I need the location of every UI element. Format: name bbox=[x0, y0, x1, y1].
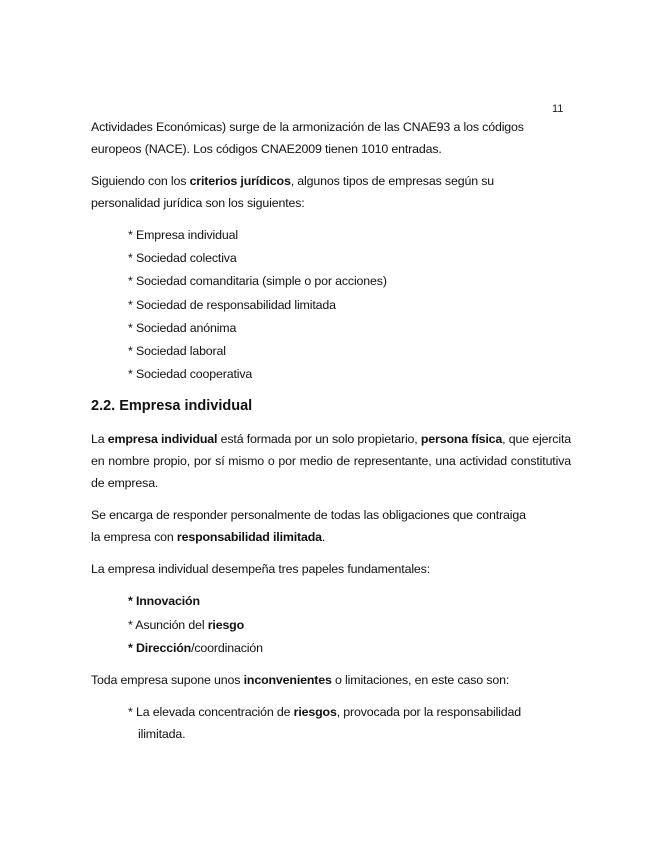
text: o limitaciones, en este caso son: bbox=[331, 672, 510, 687]
bold-term: * Dirección bbox=[128, 641, 192, 656]
list-item: * Sociedad anónima bbox=[128, 320, 237, 335]
text: , algunos tipos de empresas según su bbox=[290, 174, 495, 188]
section-heading: 2.2. Empresa individual bbox=[91, 398, 253, 415]
bold-term: empresa individual bbox=[107, 432, 218, 447]
paragraph-empresa-individual bbox=[91, 428, 571, 494]
company-types-list bbox=[91, 224, 571, 386]
list-item: * Sociedad comanditaria (simple o por acciones) bbox=[128, 274, 387, 289]
text: . bbox=[321, 530, 326, 545]
roles-list bbox=[91, 590, 571, 661]
list-item: * Sociedad laboral bbox=[128, 344, 226, 359]
text: personalidad jurídica son los siguientes: bbox=[91, 196, 305, 210]
list-item bbox=[91, 701, 571, 746]
inconvenientes-list bbox=[91, 701, 571, 746]
bold-term: riesgo bbox=[207, 617, 245, 632]
text: ilimitada. bbox=[138, 727, 186, 742]
text: , que ejercita en nombre propio, por sí mismo o por medio de representante, una actividad constitutiva de empresa. bbox=[91, 432, 571, 491]
list-item bbox=[91, 614, 571, 638]
paragraph-cnae-line2: europeos (NACE). Los códigos CNAE2009 tienen 1010 entradas. bbox=[91, 142, 442, 156]
text: * Asunción del bbox=[128, 617, 208, 632]
text: Se encarga de responder personalmente de todas las obligaciones que contraiga bbox=[91, 508, 526, 523]
text: Toda empresa supone unos bbox=[91, 672, 244, 687]
bold-term: responsabilidad ilimitada bbox=[176, 530, 322, 545]
paragraph-papeles: La empresa individual desempeña tres papeles fundamentales: bbox=[91, 562, 430, 577]
text: /coordinación bbox=[191, 641, 263, 656]
paragraph-inconvenientes bbox=[91, 669, 571, 691]
list-item: * Empresa individual bbox=[128, 228, 238, 242]
page-content bbox=[91, 116, 571, 754]
page-number: 11 bbox=[552, 103, 564, 115]
list-item bbox=[91, 637, 571, 661]
text: está formada por un solo propietario, bbox=[217, 432, 421, 447]
paragraph-cnae-line1: Actividades Económicas) surge de la armonización de las CNAE93 a los códigos bbox=[91, 120, 524, 134]
text: , provocada por la responsabilidad bbox=[336, 704, 522, 719]
bold-term: * Innovación bbox=[128, 594, 200, 609]
list-item: * Sociedad de responsabilidad limitada bbox=[128, 297, 336, 312]
paragraph-responsabilidad bbox=[91, 504, 571, 548]
list-item: * Sociedad colectiva bbox=[128, 251, 237, 266]
bold-term: inconvenientes bbox=[243, 672, 332, 687]
paragraph-criterios bbox=[91, 170, 571, 214]
bold-term: criterios jurídicos bbox=[189, 174, 291, 188]
text: La bbox=[91, 432, 108, 447]
text: la empresa con bbox=[91, 530, 177, 545]
list-item bbox=[91, 590, 571, 614]
bold-term: persona física bbox=[420, 432, 503, 447]
bold-term: riesgos bbox=[293, 704, 337, 719]
list-item: * Sociedad cooperativa bbox=[128, 367, 253, 382]
text: * La elevada concentración de bbox=[128, 704, 294, 719]
text: Siguiendo con los bbox=[91, 174, 190, 188]
paragraph-cnae bbox=[91, 116, 571, 160]
